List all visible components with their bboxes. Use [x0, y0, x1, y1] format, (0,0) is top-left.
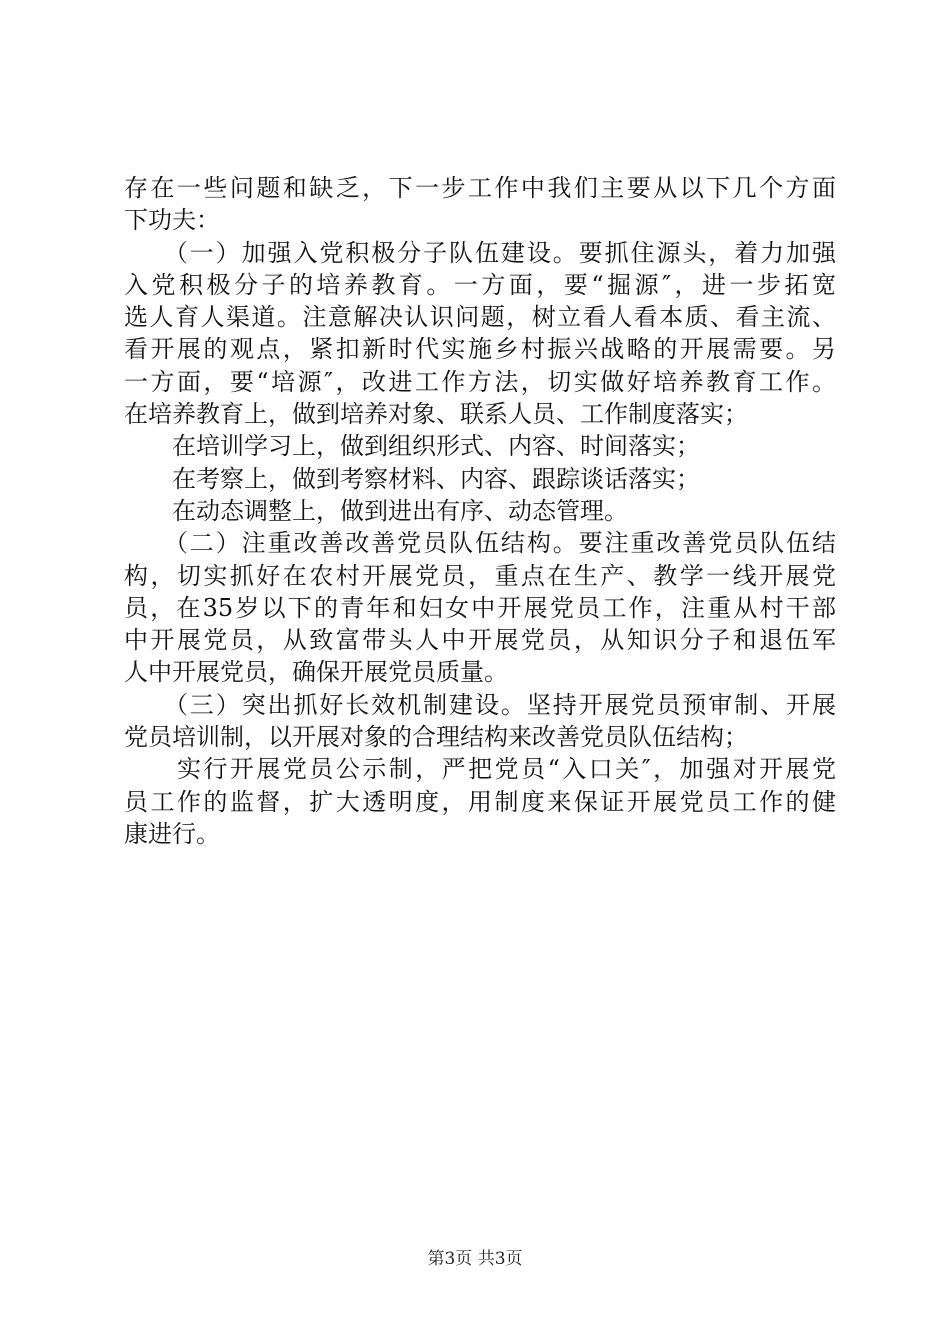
body-line: 看开展的观点，紧扣新时代实施乡村振兴战略的开展需要。另 — [124, 335, 836, 364]
body-line: 下功夫： — [124, 206, 220, 235]
body-line: 一方面，要“培源″，改进工作方法，切实做好培养教育工作。 — [124, 367, 836, 396]
body-line: （一）加强入党积极分子队伍建设。要抓住源头，着力加强 — [124, 238, 836, 267]
body-line: 在培养教育上，做到培养对象、联系人员、工作制度落实； — [124, 400, 748, 429]
body-line: 在培训学习上，做到组织形式、内容、时间落实； — [124, 432, 700, 461]
body-line: 康进行。 — [124, 819, 220, 848]
page-number-footer: 第3页 共3页 — [427, 1249, 523, 1269]
body-line: 实行开展党员公示制，严把党员“入口关″，加强对开展党 — [124, 755, 836, 784]
body-line: 在动态调整上，做到进出有序、动态管理。 — [124, 496, 628, 525]
body-line: 在考察上，做到考察材料、内容、跟踪谈话落实； — [124, 464, 700, 493]
body-line: 入党积极分子的培养教育。一方面，要“掘源″，进一步拓宽 — [124, 270, 836, 299]
body-line: 员，在35岁以下的青年和妇女中开展党员工作，注重从村干部 — [124, 593, 836, 622]
body-line: 存在一些问题和缺乏，下一步工作中我们主要从以下几个方面 — [124, 174, 836, 202]
body-line: （三）突出抓好长效机制建设。坚持开展党员预审制、开展 — [124, 690, 836, 719]
body-line: 选人育人渠道。注意解决认识问题，树立看人看本质、看主流、 — [124, 303, 836, 332]
body-line: （二）注重改善改善党员队伍结构。要注重改善党员队伍结 — [124, 529, 836, 558]
body-line: 党员培训制，以开展对象的合理结构来改善党员队伍结构； — [124, 723, 748, 752]
body-line: 中开展党员，从致富带头人中开展党员，从知识分子和退伍军 — [124, 626, 836, 655]
document-body — [124, 172, 836, 850]
body-line: 构，切实抓好在农村开展党员，重点在生产、教学一线开展党 — [124, 561, 836, 590]
body-line: 人中开展党员，确保开展党员质量。 — [124, 658, 508, 687]
body-line: 员工作的监督，扩大透明度，用制度来保证开展党员工作的健 — [124, 787, 836, 816]
